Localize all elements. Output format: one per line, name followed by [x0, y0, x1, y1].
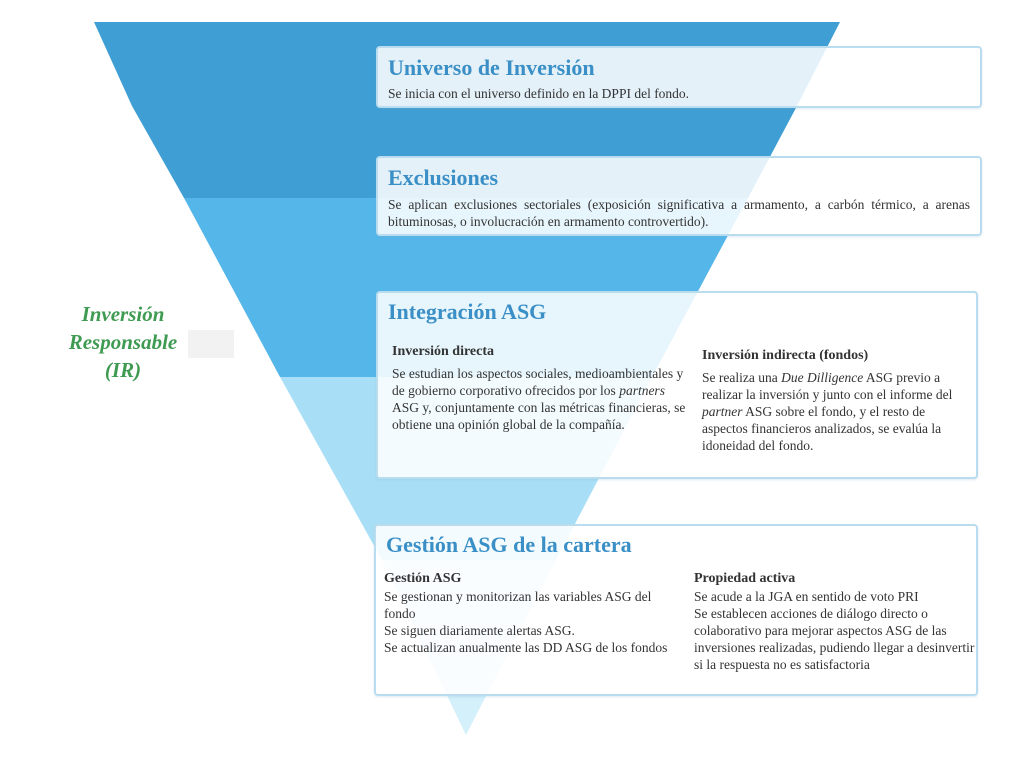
propiedad-activa-heading: Propiedad activa	[694, 571, 796, 586]
integracion-indirecta-text: Se realiza una Due Dilligence ASG previo a realizar la inversión y junto con el informe del partner ASG sobre el fondo, y el resto de aspectos financieros analizados, se evalúa la idoneidad del fondo.	[702, 370, 953, 453]
integracion-directa-text: Se estudian los aspectos sociales, medioambientales y de gobierno corporativo ofrecidos por los partners ASG y, conjuntamente con las métricas financieras, se obtiene una opinión global de la compañía.	[392, 366, 686, 432]
stage-exclusiones-text: Se aplican exclusiones sectoriales (exposición significativa a armamento, a carbón térmico, a arenas bituminosas, o involucración en armamento controvertido).	[388, 197, 970, 229]
integracion-indirecta-column	[702, 347, 966, 454]
propiedad-activa-column	[694, 570, 976, 673]
stage-universo-card	[376, 46, 982, 108]
stage-exclusiones-card	[376, 156, 982, 236]
gestion-asg-heading: Gestión ASG	[384, 571, 462, 586]
gestion-asg-item: Se actualizan anualmente las DD ASG de los fondos	[384, 640, 668, 655]
ir-label-line2: Responsable	[68, 330, 178, 354]
gestion-asg-item: Se gestionan y monitorizan las variables ASG del fondo	[384, 589, 652, 621]
stage-exclusiones-title: Exclusiones	[388, 165, 499, 190]
propiedad-activa-item: Se acude a la JGA en sentido de voto PRI	[694, 589, 919, 604]
decorative-smudge	[188, 330, 234, 358]
ir-side-label	[58, 300, 188, 384]
stage-gestion-card	[374, 524, 978, 696]
stage-integracion-title: Integración ASG	[388, 299, 547, 324]
ir-label-line3: (IR)	[104, 358, 142, 382]
stage-universo-title: Universo de Inversión	[388, 55, 595, 80]
stage-universo-text: Se inicia con el universo definido en la DPPI del fondo.	[388, 86, 690, 101]
gestion-asg-item: Se siguen diariamente alertas ASG.	[384, 623, 575, 638]
integracion-directa-column	[392, 343, 692, 433]
gestion-asg-column	[384, 570, 684, 656]
propiedad-activa-item: Se establecen acciones de diálogo directo o colaborativo para mejorar aspectos ASG de las inversiones realizadas, pudiendo llegar a desinvertir si la respuesta no es satisfactoria	[694, 606, 975, 672]
stage-integracion-card	[376, 291, 978, 479]
stage-gestion-title: Gestión ASG de la cartera	[386, 532, 632, 557]
ir-label-line1: Inversión	[81, 302, 165, 326]
integracion-indirecta-heading: Inversión indirecta (fondos)	[702, 348, 869, 363]
integracion-directa-heading: Inversión directa	[392, 344, 495, 359]
